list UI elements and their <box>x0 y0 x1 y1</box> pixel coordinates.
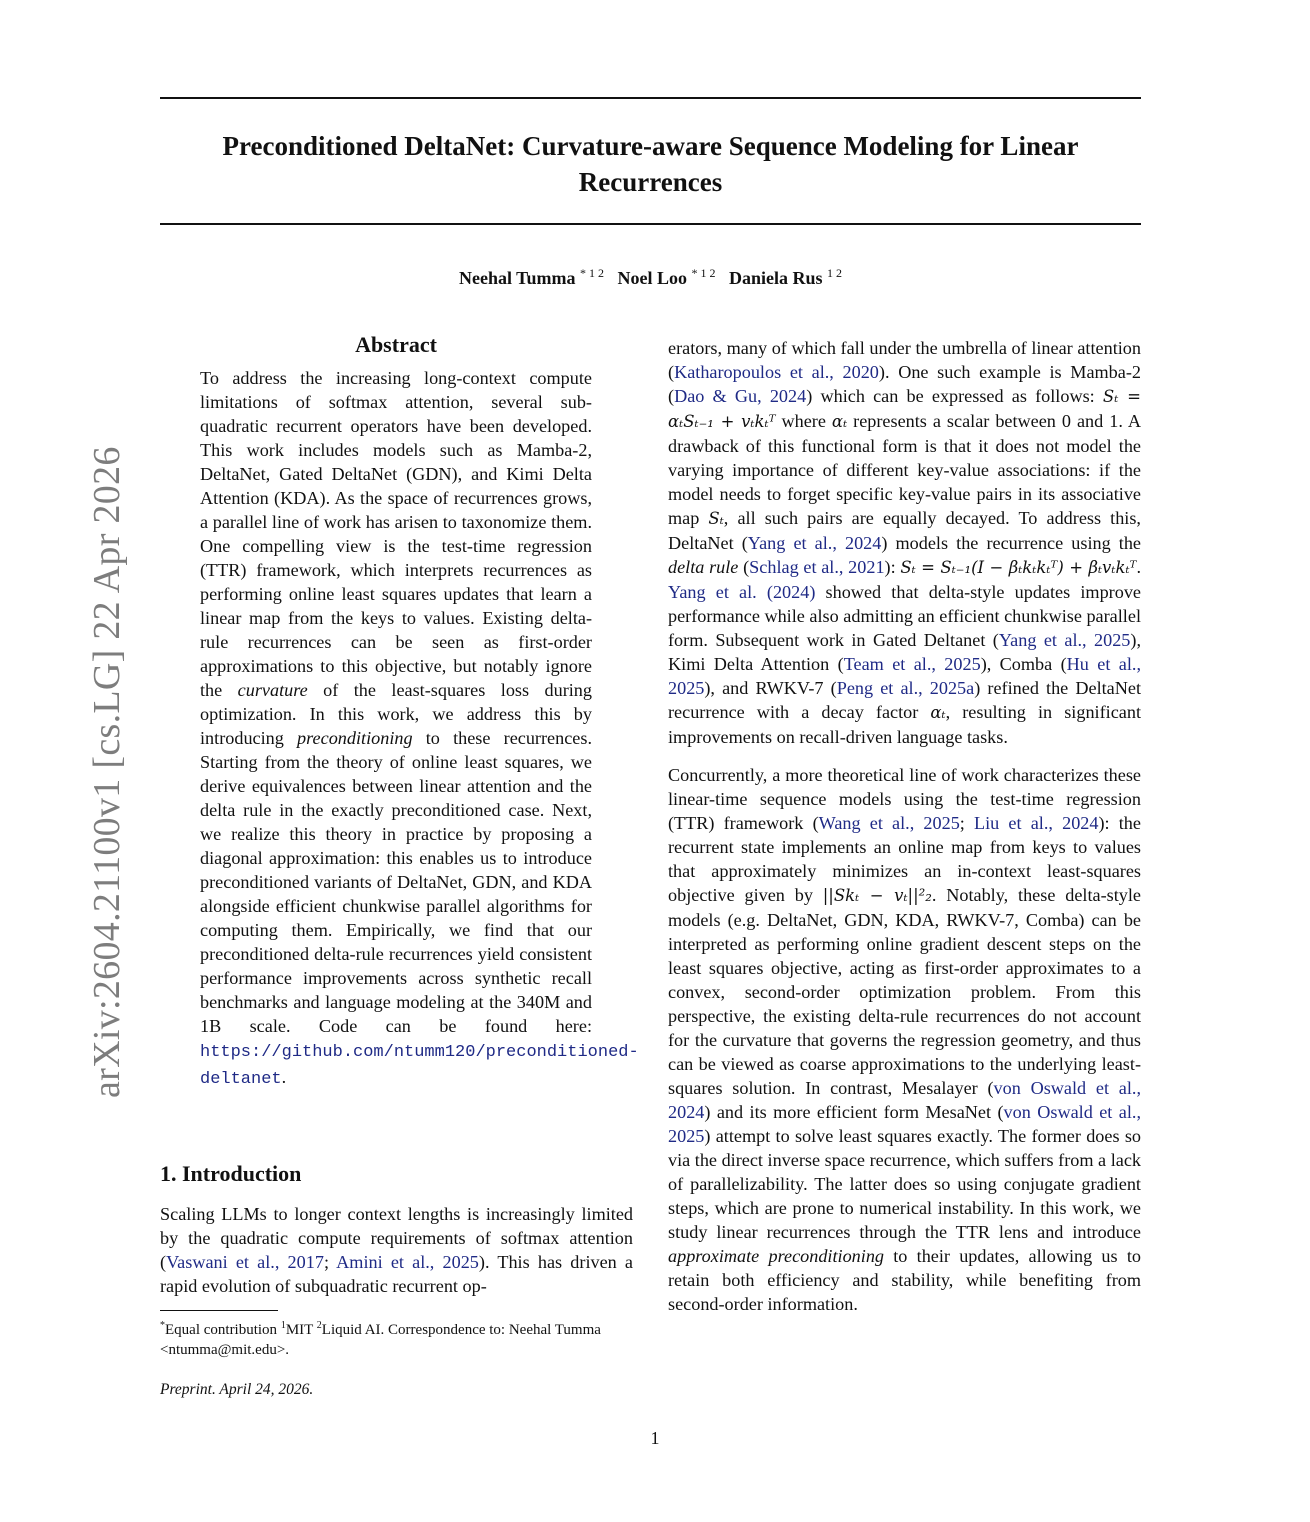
footnote-marker: 2 <box>316 1320 322 1331</box>
body-text: ). This has driven a rapid evolution of subquadratic recurrent op- <box>160 1252 633 1296</box>
footnote-marker: 1 <box>280 1320 286 1331</box>
body-text: Scaling LLMs to longer context lengths is increasingly limited by the quadratic compute requirements of softmax attention ( <box>160 1204 633 1272</box>
footnote-text: MIT <box>285 1322 317 1338</box>
body-text: ) which can be expressed as follows: <box>806 386 1103 406</box>
code-repository-link[interactable]: https://github.com/ntumm120/preconditioned-deltanet <box>200 1043 639 1089</box>
author-affiliation: * 1 2 <box>580 266 604 280</box>
author-affiliation: 1 2 <box>827 266 843 280</box>
footnote-text: Liquid AI. Correspondence to: Neehal Tumma <ntumma@mit.edu>. <box>160 1322 601 1358</box>
body-text: . <box>1136 557 1141 577</box>
body-text: represents a scalar between 0 and 1. A drawback of this functional form is that it does not model the varying importance of different key-value associations: if the model needs to forget specific key-value pairs in its associative map <box>668 411 1141 528</box>
title-rule-bottom <box>160 223 1141 225</box>
math-expression: αₜ <box>930 703 946 722</box>
page-number: 1 <box>650 1428 660 1448</box>
introduction-paragraph <box>160 1202 633 1298</box>
title-rule-top <box>160 97 1141 99</box>
body-paragraph <box>668 763 1141 1316</box>
abstract-text <box>200 366 639 1092</box>
math-expression: ||Skₜ − vₜ||²₂ <box>822 886 932 905</box>
math-expression: Sₜ = αₜSₜ₋₁ + vₜkₜᵀ <box>668 387 1141 431</box>
preprint-notice: Preprint. April 24, 2026. <box>160 1381 314 1398</box>
citation-link[interactable]: Team et al., 2025 <box>843 654 981 674</box>
body-text: , resulting in significant improvements on recall-driven language tasks. <box>668 702 1141 747</box>
author-name: Daniela Rus <box>729 268 823 288</box>
body-text: ): <box>884 557 901 577</box>
abstract-emphasis: curvature <box>237 680 308 700</box>
author-list <box>160 266 1141 289</box>
math-expression: Sₜ = Sₜ₋₁(I − βₜkₜkₜᵀ) + βₜvₜkₜᵀ <box>900 558 1137 577</box>
body-text: ; <box>959 813 975 833</box>
introduction-section <box>160 1160 633 1298</box>
body-text: ), Kimi Delta Attention ( <box>668 630 1142 674</box>
body-text: ) models the recurrence using the <box>881 533 1141 553</box>
body-text: , all such pairs are equally decayed. To address this, DeltaNet ( <box>668 508 1141 553</box>
abstract-section <box>200 332 639 1092</box>
citation-link[interactable]: Yang et al., 2025 <box>998 630 1131 650</box>
citation-link[interactable]: Wang et al., 2025 <box>818 813 960 833</box>
footnote-marker: * <box>160 1320 165 1331</box>
citation-link[interactable]: Hu et al., 2025 <box>668 654 1141 698</box>
body-text: ) attempt to solve least squares exactly. The former does so via the direct inverse space recurrence, which suffers from a lack of parallelizability. The latter does so using conjugate gradient steps, which are prone to numerical instability. In this work, we study linear recurrences through the TTR lens and introduce <box>668 1126 1141 1242</box>
abstract-emphasis: preconditioning <box>297 728 413 748</box>
body-text: ), and RWKV-7 ( <box>704 678 837 698</box>
emphasis-text: approximate preconditioning <box>668 1246 885 1266</box>
body-text: to their updates, allowing us to retain both efficiency and stability, while benefiting from second-order information. <box>668 1246 1141 1314</box>
citation-link[interactable]: Yang et al., 2024 <box>747 533 882 553</box>
body-text: ). One such example is Mamba-2 ( <box>668 362 1141 406</box>
author-affiliation: * 1 2 <box>691 266 716 280</box>
body-text: showed that delta-style updates improve performance while also admitting an efficient chunkwise parallel form. Subsequent work in Gated Deltanet ( <box>668 582 1141 650</box>
citation-link[interactable]: Schlag et al., 2021 <box>749 557 885 577</box>
body-text: . Notably, these delta-style models (e.g. DeltaNet, GDN, KDA, RWKV-7, Comba) can be interpreted as performing online gradient descent steps on the least squares objective, acting as first-order approximates to a convex, second-order optimization problem. From this perspective, the existing delta-rule recurrences do not account for the curvature that governs the regression geometry, and thus can be viewed as coarse approximations to the underlying least-squares solution. In contrast, Mesalayer ( <box>668 885 1141 1098</box>
body-text: ): the recurrent state implements an online map from keys to values that approximately minimizes an in-context least-squares objective given by <box>668 813 1141 905</box>
citation-link[interactable]: Amini et al., 2025 <box>336 1252 479 1272</box>
body-text: ) and its more efficient form MesaNet ( <box>704 1102 1004 1122</box>
math-expression: αₜ <box>831 412 848 431</box>
introduction-heading: 1. Introduction <box>160 1161 302 1186</box>
body-text: ( <box>738 557 750 577</box>
emphasis-text: delta rule <box>668 557 739 577</box>
footnote <box>160 1316 633 1360</box>
paper-title: Preconditioned DeltaNet: Curvature-aware Sequence Modeling for Linear Recurrences <box>222 131 1079 197</box>
math-expression: Sₜ <box>708 509 724 528</box>
abstract-text-run: to these recurrences. Starting from the theory of online least squares, we derive equivalences between linear attention and the delta rule in the exactly preconditioned case. Next, we realize this theory in practice by proposing a diagonal approximation: this enables us to introduce preconditioned variants of DeltaNet, GDN, and KDA alongside efficient chunkwise parallel algorithms for computing them. Empirically, we find that our preconditioned delta-rule recurrences yield consistent performance improvements across synthetic recall benchmarks and language modeling at the 340M and 1B scale. Code can be found here: <box>200 728 592 1036</box>
footnote-text: Equal contribution <box>165 1322 281 1338</box>
arxiv-identifier-stamp: arXiv:2604.21100v1 [cs.LG] 22 Apr 2026 <box>86 446 128 1098</box>
body-text: erators, many of which fall under the umbrella of linear attention ( <box>668 338 1141 382</box>
body-text: ), Comba ( <box>980 654 1067 674</box>
citation-link[interactable]: Peng et al., 2025a <box>836 678 975 698</box>
author-name: Noel Loo <box>617 268 687 288</box>
body-text: Concurrently, a more theoretical line of work characterizes these linear-time sequence models using the test-time regression (TTR) framework ( <box>668 765 1141 833</box>
footnote-rule <box>160 1310 278 1311</box>
citation-link[interactable]: Vaswani et al., 2017 <box>166 1252 324 1272</box>
body-text: ) refined the DeltaNet recurrence with a decay factor <box>668 678 1142 722</box>
abstract-text-run: of the least-squares loss during optimization. In this work, we address this by introducing <box>200 680 592 748</box>
body-text: ; <box>323 1252 337 1272</box>
author-name: Neehal Tumma <box>458 268 576 288</box>
introduction-continued-column <box>668 336 1141 1316</box>
citation-link[interactable]: Katharopoulos et al., 2020 <box>674 362 879 382</box>
citation-link[interactable]: Liu et al., 2024 <box>974 813 1099 833</box>
abstract-text-run: . <box>281 1067 287 1087</box>
citation-link[interactable]: Yang et al. (2024) <box>668 582 816 602</box>
body-text: where <box>775 411 832 431</box>
citation-link[interactable]: von Oswald et al., 2024 <box>668 1078 1141 1122</box>
citation-link[interactable]: Dao & Gu, 2024 <box>674 386 807 406</box>
abstract-text-run: To address the increasing long-context compute limitations of softmax attention, several sub-quadratic recurrent operators have been developed. This work includes models such as Mamba-2, DeltaNet, Gated DeltaNet (GDN), and Kimi Delta Attention (KDA). As the space of recurrences grows, a parallel line of work has arisen to taxonomize them. One compelling view is the test-time regression (TTR) framework, which interprets recurrences as performing online least squares updates that learn a linear map from the keys to values. Existing delta-rule recurrences can be seen as first-order approximations to this objective, but notably ignore the <box>200 368 592 700</box>
body-paragraph <box>668 336 1141 749</box>
abstract-heading: Abstract <box>355 332 437 357</box>
citation-link[interactable]: von Oswald et al., 2025 <box>668 1102 1141 1146</box>
